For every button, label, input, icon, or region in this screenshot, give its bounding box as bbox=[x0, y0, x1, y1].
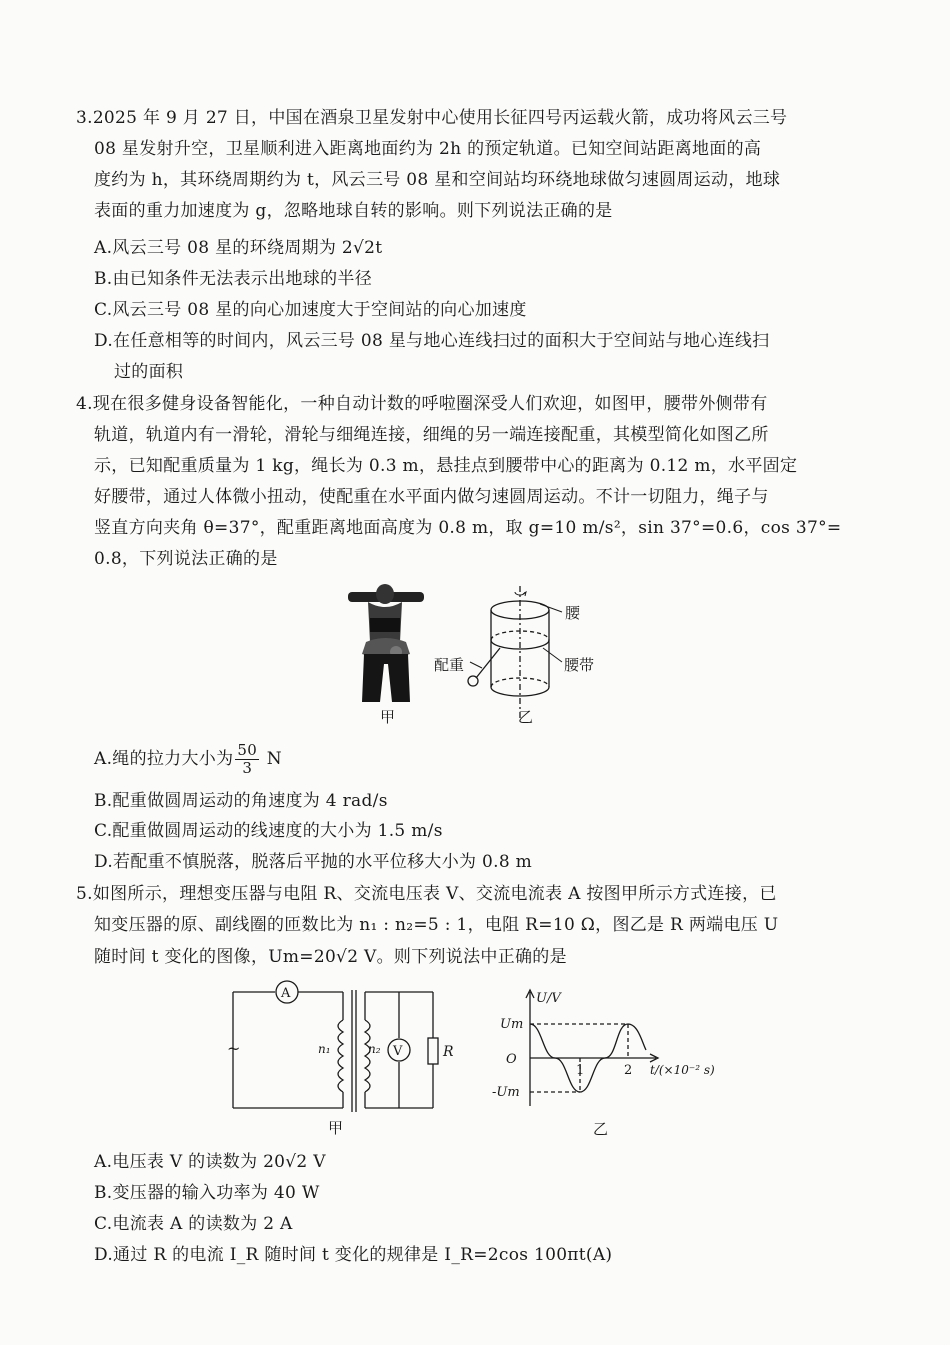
q4-option-a-prefix: A.绳的拉力大小为 bbox=[94, 749, 234, 769]
tick-1-label: 1 bbox=[576, 1063, 585, 1078]
primary-coil-label: n₁ bbox=[318, 1042, 331, 1056]
q5-voltage-graph bbox=[490, 988, 730, 1140]
q4-option-a-unit: N bbox=[266, 749, 282, 769]
q3-option-d: D.在任意相等的时间内，风云三号 08 星与地心连线扫过的面积大于空间站与地心连线扫 bbox=[94, 331, 770, 351]
voltmeter-label: V bbox=[393, 1044, 403, 1059]
q3-stem-line-4: 表面的重力加速度为 g，忽略地球自转的影响。则下列说法正确的是 bbox=[94, 201, 613, 221]
graph-figure-label: 乙 bbox=[593, 1120, 609, 1138]
origin-label: O bbox=[506, 1052, 517, 1067]
fraction-denominator: 3 bbox=[242, 759, 253, 777]
q4-option-d: D.若配重不慎脱落，脱落后平抛的水平位移大小为 0.8 m bbox=[94, 852, 533, 872]
label-peizhong: 配重 bbox=[434, 656, 465, 674]
q4-option-b: B.配重做圆周运动的角速度为 4 rad/s bbox=[94, 791, 388, 811]
q3-stem-line-1: 3.2025 年 9 月 27 日，中国在酒泉卫星发射中心使用长征四号丙运载火箭，成功将风云三号 bbox=[76, 108, 788, 128]
q3-option-a: A.风云三号 08 星的环绕周期为 2√2t bbox=[94, 238, 383, 258]
q5-option-a: A.电压表 V 的读数为 20√2 V bbox=[94, 1152, 326, 1172]
q4-stem-line-4: 好腰带，通过人体微小扭动，使配重在水平面内做匀速圆周运动。不计一切阻力，绳子与 bbox=[94, 487, 769, 507]
q5-option-c: C.电流表 A 的读数为 2 A bbox=[94, 1214, 293, 1234]
q5-stem-line-2: 知变压器的原、副线圈的匝数比为 n₁ : n₂=5 : 1，电阻 R=10 Ω，图乙是 R 两端电压 U bbox=[94, 915, 779, 935]
fraction bbox=[235, 742, 259, 777]
q3-option-d-cont: 过的面积 bbox=[114, 362, 184, 382]
y-axis-label: U/V bbox=[536, 991, 561, 1006]
waist-model-figure bbox=[468, 586, 562, 720]
q4-stem-line-5: 竖直方向夹角 θ=37°，配重距离地面高度为 0.8 m，取 g=10 m/s²，sin 37°=0.6，cos 37°= bbox=[94, 518, 842, 538]
secondary-coil-label: n₂ bbox=[368, 1042, 381, 1056]
q4-option-c: C.配重做圆周运动的线速度的大小为 1.5 m/s bbox=[94, 821, 443, 841]
q3-option-b: B.由已知条件无法表示出地球的半径 bbox=[94, 269, 372, 289]
um-label: Um bbox=[500, 1017, 524, 1032]
q5-stem-line-3: 随时间 t 变化的图像，Um=20√2 V。则下列说法中正确的是 bbox=[94, 947, 567, 967]
tick-2-label: 2 bbox=[624, 1063, 633, 1078]
q4-stem-line-3: 示，已知配重质量为 1 kg，绳长为 0.3 m，悬挂点到腰带中心的距离为 0.12 m，水平固定 bbox=[94, 456, 798, 476]
x-axis-label: t/(×10⁻² s) bbox=[650, 1063, 715, 1077]
neg-um-label: -Um bbox=[492, 1085, 520, 1100]
label-yao: 腰 bbox=[565, 604, 581, 622]
ac-source-symbol: ~ bbox=[227, 1039, 241, 1058]
q4-stem-line-2: 轨道，轨道内有一滑轮，滑轮与细绳连接，细绳的另一端连接配重，其模型简化如图乙所 bbox=[94, 425, 769, 445]
q3-stem-line-2: 08 星发射升空，卫星顺利进入距离地面约为 2h 的预定轨道。已知空间站距离地面的高 bbox=[94, 139, 762, 159]
label-yi: 乙 bbox=[518, 708, 534, 726]
q5-circuit-diagram bbox=[215, 980, 465, 1140]
ammeter-label: A bbox=[281, 986, 291, 1001]
circuit-figure-label: 甲 bbox=[328, 1119, 344, 1137]
q5-option-b: B.变压器的输入功率为 40 W bbox=[94, 1183, 320, 1203]
q4-figure bbox=[340, 582, 620, 732]
label-yaodai: 腰带 bbox=[564, 656, 595, 674]
person-figure bbox=[348, 584, 424, 726]
q4-option-a bbox=[94, 738, 282, 780]
fraction-numerator: 50 bbox=[237, 741, 258, 759]
q4-stem-line-6: 0.8，下列说法正确的是 bbox=[94, 549, 278, 569]
q3-option-c: C.风云三号 08 星的向心加速度大于空间站的向心加速度 bbox=[94, 300, 527, 320]
label-jia: 甲 bbox=[380, 708, 396, 726]
q5-option-d: D.通过 R 的电流 I_R 随时间 t 变化的规律是 I_R=2cos 100πt(A) bbox=[94, 1245, 613, 1265]
q4-stem-line-1: 4.现在很多健身设备智能化，一种自动计数的呼啦圈深受人们欢迎，如图甲，腰带外侧带有 bbox=[76, 394, 768, 414]
q5-stem-line-1: 5.如图所示，理想变压器与电阻 R、交流电压表 V、交流电流表 A 按图甲所示方式连接，已 bbox=[76, 884, 777, 904]
q3-stem-line-3: 度约为 h，其环绕周期约为 t，风云三号 08 星和空间站均环绕地球做匀速圆周运动，地球 bbox=[94, 170, 781, 190]
resistor-label: R bbox=[443, 1044, 454, 1060]
